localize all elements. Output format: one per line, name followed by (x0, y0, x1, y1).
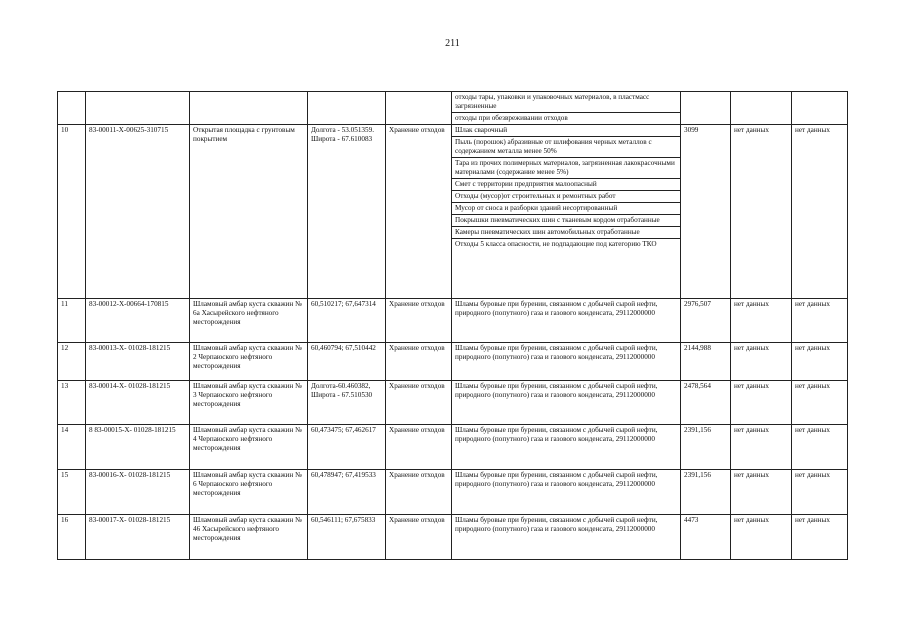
cell-coordinates: 60,473475; 67,462617 (308, 425, 386, 470)
cell-registry-code: 83-00012-Х-00664-170815 (86, 299, 190, 343)
cell-capacity: 2976,507 (681, 299, 731, 343)
page-number: 211 (445, 38, 460, 49)
waste-list (452, 381, 680, 401)
waste-item: Шламы буровые при бурении, связанном с добычей сырой нефти, природного (попутного) газа и газового конденсата, 29112000000 (455, 426, 658, 443)
table-row (58, 343, 848, 381)
cell-coordinates: 60,510217; 67,647314 (308, 299, 386, 343)
waste-list (452, 92, 680, 124)
cell-empty (681, 92, 731, 125)
cell-data-status: нет данных (731, 425, 792, 470)
cell-data-status: нет данных (792, 425, 848, 470)
cell-empty (190, 92, 308, 125)
cell-registry-code: 83-00011-Х-00625-310715 (86, 125, 190, 299)
cell-capacity: 2391,156 (681, 470, 731, 515)
cell-data-status: нет данных (731, 125, 792, 299)
cell-empty (58, 92, 86, 125)
cell-data-status: нет данных (731, 299, 792, 343)
waste-item: Смет с территории предприятия малоопасный (452, 179, 680, 191)
waste-item: Отходы 5 класса опасности, не подпадающие под категорию ТКО (455, 240, 657, 248)
cell-data-status: нет данных (792, 125, 848, 299)
waste-registry-table (57, 91, 848, 560)
cell-object-name: Шламовый амбар куста скважин № 3 Черпаюского нефтяного месторождения (190, 381, 308, 425)
cell-purpose: Хранение отходов (386, 425, 452, 470)
waste-list (452, 343, 680, 363)
cell-registry-code: 83-00014-Х- 01028-181215 (86, 381, 190, 425)
cell-purpose: Хранение отходов (386, 515, 452, 560)
waste-list (452, 425, 680, 445)
continuation-row (58, 92, 848, 125)
cell-registry-code: 8 83-00015-Х- 01028-181215 (86, 425, 190, 470)
cell-capacity: 2478,564 (681, 381, 731, 425)
waste-item: Шламы буровые при бурении, связанном с добычей сырой нефти, природного (попутного) газа и газового конденсата, 29112000000 (455, 516, 658, 533)
cell-purpose: Хранение отходов (386, 381, 452, 425)
waste-item: Шлак сварочный (452, 125, 680, 137)
cell-row-number: 11 (58, 299, 86, 343)
cell-coordinates: 60,478947; 67,419533 (308, 470, 386, 515)
cell-waste-types (452, 381, 681, 425)
cell-row-number: 10 (58, 125, 86, 299)
cell-waste-types (452, 299, 681, 343)
cell-waste-types (452, 470, 681, 515)
waste-item: Шламы буровые при бурении, связанном с добычей сырой нефти, природного (попутного) газа и газового конденсата, 29112000000 (455, 471, 658, 488)
cell-row-number: 12 (58, 343, 86, 381)
waste-item: Пыль (порошок) абразивные от шлифования черных металлов с содержанием металла менее 50% (452, 137, 680, 158)
cell-capacity: 3099 (681, 125, 731, 299)
table-row (58, 381, 848, 425)
cell-empty (386, 92, 452, 125)
cell-coordinates: 60,460794; 67,510442 (308, 343, 386, 381)
cell-row-number: 16 (58, 515, 86, 560)
waste-item: отходы при обезвреживании отходов (455, 114, 568, 122)
cell-capacity: 4473 (681, 515, 731, 560)
cell-empty (731, 92, 792, 125)
waste-item: Отходы (мусор)от строительных и ремонтных работ (452, 191, 680, 203)
cell-object-name: Шламовый амбар куста скважин № 6а Хасырейского нефтяного месторождения (190, 299, 308, 343)
cell-data-status: нет данных (792, 343, 848, 381)
cell-capacity: 2391,156 (681, 425, 731, 470)
waste-item: Тара из прочих полимерных материалов, загрязненная лакокрасочными материалами (содержание менее 5%) (452, 158, 680, 179)
cell-waste-types (452, 343, 681, 381)
cell-purpose: Хранение отходов (386, 470, 452, 515)
cell-purpose: Хранение отходов (386, 125, 452, 299)
cell-object-name: Шламовый амбар куста скважин № 46 Хасырейского нефтяного месторождения (190, 515, 308, 560)
table-row (58, 515, 848, 560)
cell-object-name: Шламовый амбар куста скважин № 6 Черпаюского нефтяного месторождения (190, 470, 308, 515)
waste-list (452, 515, 680, 535)
cell-registry-code: 83-00013-Х- 01028-181215 (86, 343, 190, 381)
waste-list (452, 125, 680, 250)
cell-waste-types (452, 515, 681, 560)
cell-object-name: Открытая площадка с грунтовым покрытием (190, 125, 308, 299)
cell-waste-types (452, 425, 681, 470)
cell-data-status: нет данных (731, 470, 792, 515)
cell-coordinates: Долгота - 53.051359. Широта - 67.610083 (308, 125, 386, 299)
waste-item: Покрышки пневматических шин с тканевым кордом отработанные (452, 215, 680, 227)
cell-capacity: 2144,988 (681, 343, 731, 381)
cell-data-status: нет данных (792, 299, 848, 343)
waste-item: Шламы буровые при бурении, связанном с добычей сырой нефти, природного (попутного) газа и газового конденсата, 29112000000 (455, 300, 658, 317)
waste-item: Шламы буровые при бурении, связанном с добычей сырой нефти, природного (попутного) газа и газового конденсата, 29112000000 (455, 382, 658, 399)
waste-item: Мусор от сноса и разборки зданий несортированный (452, 203, 680, 215)
cell-registry-code: 83-00016-Х- 01028-181215 (86, 470, 190, 515)
cell-empty (86, 92, 190, 125)
cell-row-number: 14 (58, 425, 86, 470)
table-row (58, 125, 848, 299)
cell-data-status: нет данных (792, 515, 848, 560)
waste-item: Камеры пневматических шин автомобильных отработанные (452, 227, 680, 239)
cell-data-status: нет данных (731, 515, 792, 560)
cell-purpose: Хранение отходов (386, 343, 452, 381)
cell-object-name: Шламовый амбар куста скважин № 2 Черпаюского нефтяного месторождения (190, 343, 308, 381)
cell-waste-types (452, 92, 681, 125)
table-body (58, 92, 848, 560)
table-row (58, 470, 848, 515)
cell-waste-types (452, 125, 681, 299)
cell-row-number: 15 (58, 470, 86, 515)
waste-item: отходы тары, упаковки и упаковочных материалов, в пластмасс загрязненные (452, 92, 680, 113)
table-row (58, 425, 848, 470)
cell-data-status: нет данных (731, 381, 792, 425)
cell-object-name: Шламовый амбар куста скважин № 4 Черпаюского нефтяного месторождения (190, 425, 308, 470)
cell-coordinates: 60,546111; 67,675833 (308, 515, 386, 560)
cell-data-status: нет данных (792, 470, 848, 515)
cell-empty (792, 92, 848, 125)
cell-empty (308, 92, 386, 125)
cell-registry-code: 83-00017-Х- 01028-181215 (86, 515, 190, 560)
cell-row-number: 13 (58, 381, 86, 425)
waste-item: Шламы буровые при бурении, связанном с добычей сырой нефти, природного (попутного) газа и газового конденсата, 29112000000 (455, 344, 658, 361)
cell-coordinates: Долгота-60.460382, Широта - 67.510530 (308, 381, 386, 425)
waste-list (452, 299, 680, 319)
table-row (58, 299, 848, 343)
cell-purpose: Хранение отходов (386, 299, 452, 343)
cell-data-status: нет данных (731, 343, 792, 381)
cell-data-status: нет данных (792, 381, 848, 425)
waste-list (452, 470, 680, 490)
